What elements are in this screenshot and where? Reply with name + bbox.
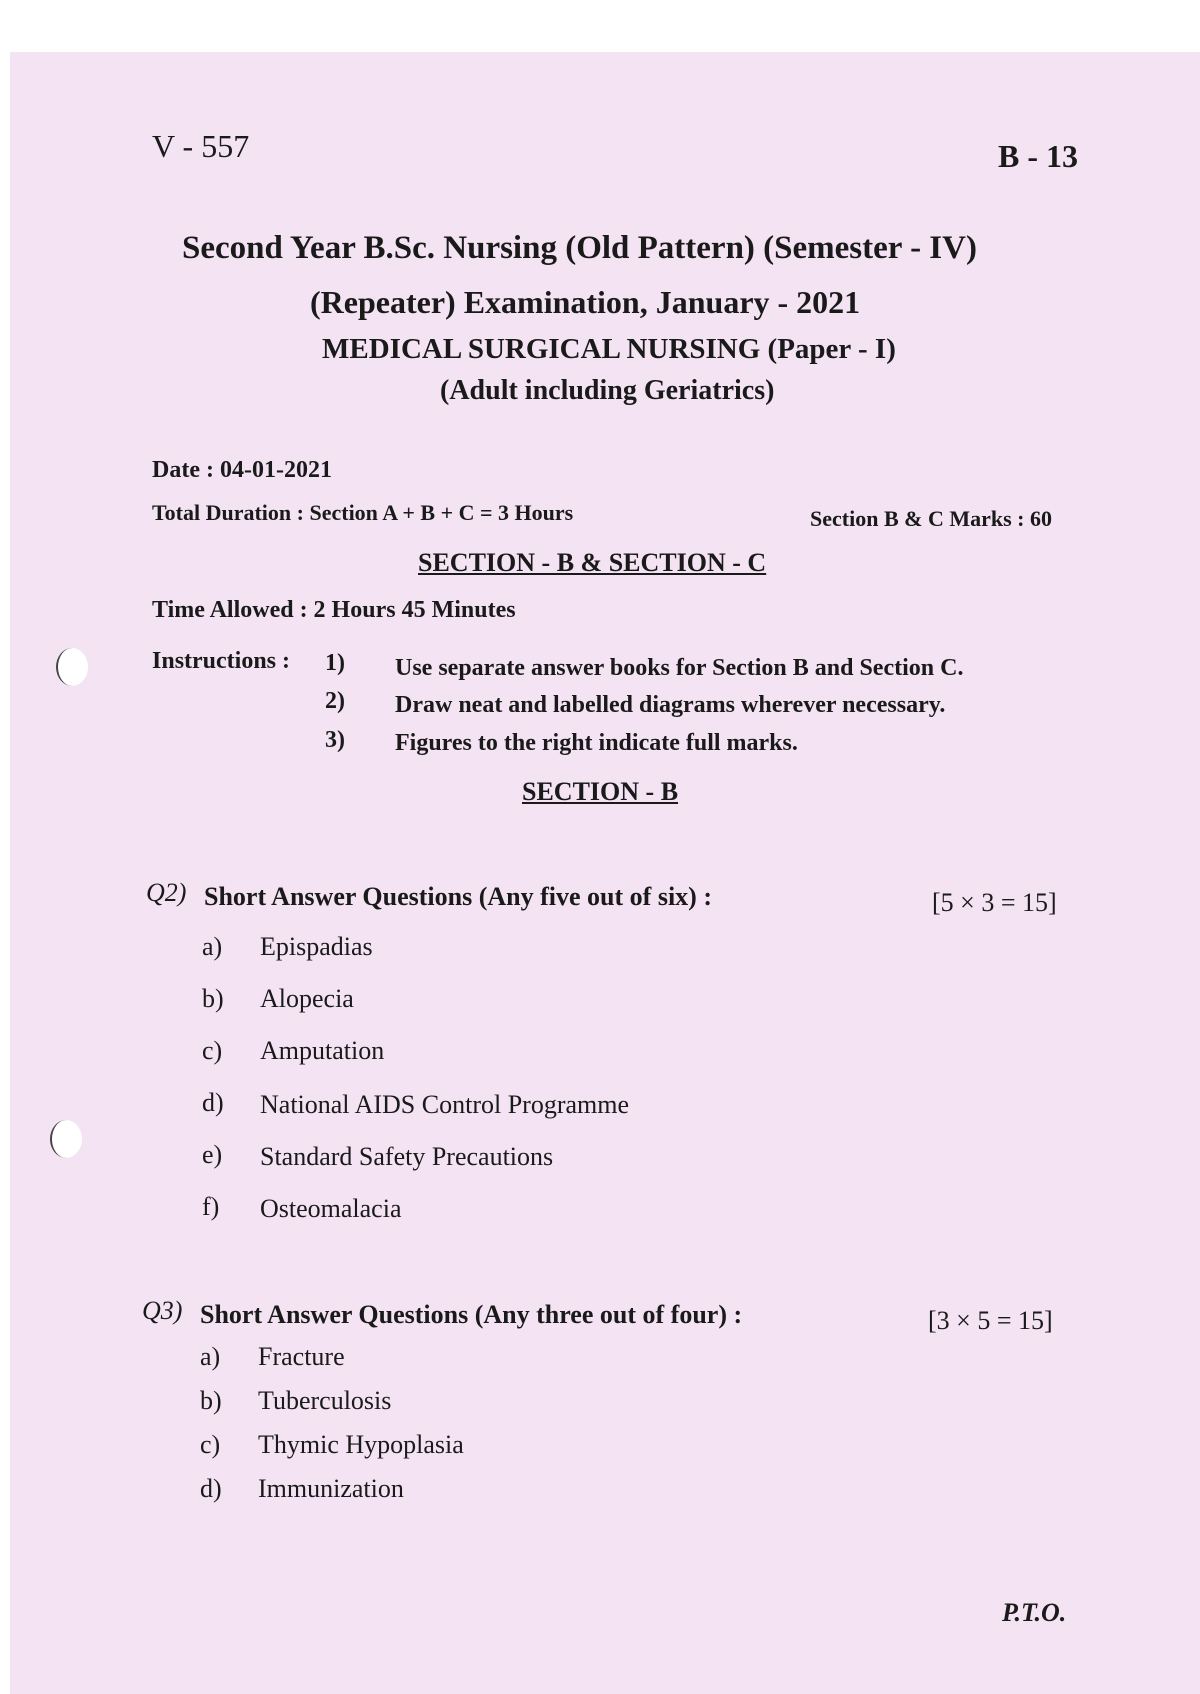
item-letter: a) [200,1342,221,1371]
list-item: Thymic Hypoplasia [258,1430,464,1459]
punch-hole [50,1120,82,1158]
subject-subtitle: (Adult including Geriatrics) [440,375,775,406]
list-item: Tuberculosis [258,1386,392,1415]
question-marks: [5 × 3 = 15] [932,888,1057,917]
item-letter: a) [202,932,223,961]
instruction-number: 1) [325,650,345,676]
instruction-text: Use separate answer books for Section B and Section C. [395,655,964,681]
exam-session: (Repeater) Examination, January - 2021 [310,284,861,320]
list-item: Immunization [258,1474,404,1503]
item-letter: b) [202,984,224,1013]
section-heading: SECTION - B & SECTION - C [418,548,767,577]
list-item: Standard Safety Precautions [260,1142,554,1171]
instruction-number: 2) [325,688,345,714]
item-letter: c) [202,1036,223,1065]
item-letter: c) [200,1430,221,1459]
exam-date: Date : 04-01-2021 [152,457,332,483]
question-number: Q2) [146,878,187,907]
list-item: National AIDS Control Programme [260,1090,630,1119]
subject-title: MEDICAL SURGICAL NURSING (Paper - I) [322,333,896,365]
question-title: Short Answer Questions (Any five out of six) : [204,882,712,911]
item-letter: d) [202,1088,224,1117]
booklet-code: B - 13 [998,138,1078,174]
item-letter: b) [200,1386,222,1415]
section-marks: Section B & C Marks : 60 [810,506,1052,531]
exam-title: Second Year B.Sc. Nursing (Old Pattern) (Semester - IV) [182,230,977,266]
instruction-text: Figures to the right indicate full marks. [395,730,798,756]
question-title: Short Answer Questions (Any three out of four) : [200,1300,743,1329]
paper-code: V - 557 [152,128,250,164]
page-turn-note: P.T.O. [1002,1598,1067,1627]
instruction-text: Draw neat and labelled diagrams wherever necessary. [395,692,946,718]
section-b-heading: SECTION - B [522,777,679,806]
item-letter: d) [200,1474,222,1503]
instruction-number: 3) [325,727,345,753]
total-duration: Total Duration : Section A + B + C = 3 Hours [152,500,574,525]
item-letter: f) [202,1192,220,1221]
list-item: Osteomalacia [260,1194,402,1223]
list-item: Fracture [258,1342,345,1371]
item-letter: e) [202,1140,223,1169]
list-item: Epispadias [260,932,373,961]
time-allowed: Time Allowed : 2 Hours 45 Minutes [152,597,516,623]
instructions-label: Instructions : [152,648,291,674]
question-number: Q3) [142,1296,183,1325]
list-item: Alopecia [260,984,354,1013]
list-item: Amputation [260,1036,385,1065]
punch-hole [56,648,88,686]
question-marks: [3 × 5 = 15] [928,1306,1053,1335]
